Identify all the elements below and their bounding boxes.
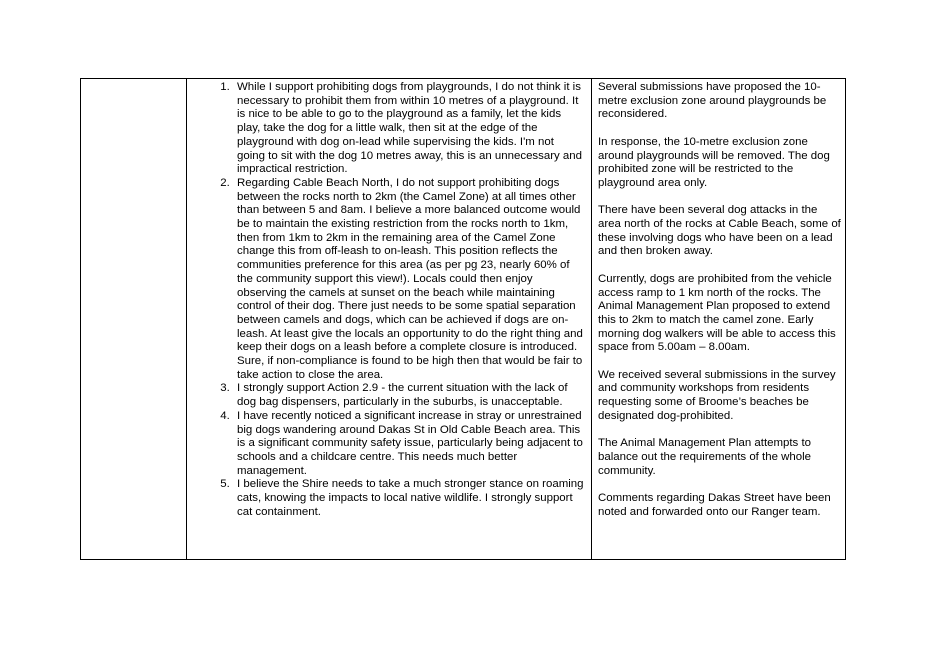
response-paragraph: We received several submissions in the survey and community workshops from residents requesting some of Broome’s beaches be designated dog-prohibited. — [598, 368, 836, 422]
response-paragraph: Several submissions have proposed the 10-metre exclusion zone around playgrounds be reconsidered. — [598, 81, 827, 121]
response-paragraph: There have been several dog attacks in the area north of the rocks at Cable Beach, some of these involving dogs who have been on a lead and then broken away. — [598, 204, 841, 258]
submission-points-list — [187, 81, 585, 520]
submission-cell — [187, 79, 592, 559]
submission-point: 4. I have recently noticed a significant increase in stray or unrestrained big dogs wandering around Dakas St in Old Cable Beach area. This is a significant community safety issue, particularly being adjacent to schools and a childcare centre. This needs much better management. — [233, 410, 585, 479]
submission-table — [80, 78, 846, 560]
submission-point: 3. I strongly support Action 2.9 - the current situation with the lack of dog bag dispensers, particularly in the suburbs, is unacceptable. — [233, 382, 585, 409]
submission-point: 1. While I support prohibiting dogs from playgrounds, I do not think it is necessary to prohibit them from within 10 metres of a playground. It is nice to be able to go to the playground as a family, let the kids play, take the dog for a little walk, then sit at the edge of the playground with dog on-lead while supervising the kids. I'm not going to sit with the dog 10 metres away, this is an unnecessary and impractical restriction. — [233, 81, 585, 177]
submission-point: 5. I believe the Shire needs to take a much stronger stance on roaming cats, knowing the impacts to local native wildlife. I strongly support cat containment. — [233, 478, 585, 519]
response-paragraph: The Animal Management Plan attempts to balance out the requirements of the whole community. — [598, 437, 812, 477]
response-paragraph: Comments regarding Dakas Street have been noted and forwarded onto our Ranger team. — [598, 492, 831, 518]
response-paragraph: In response, the 10-metre exclusion zone around playgrounds will be removed. The dog prohibited zone will be restricted to the playground area only. — [598, 135, 830, 189]
response-cell — [592, 79, 845, 559]
submission-point: 2. Regarding Cable Beach North, I do not support prohibiting dogs between the rocks north to 2km (the Camel Zone) at all times other than between 5 and 8am. I believe a more balanced outcome would be to maintain the existing restriction from the rocks north to 1km, then from 1km to 2km in the remaining area of the Camel Zone change this from off-leash to on-leash. This position reflects the communities preference for this area (as per pg 23, nearly 60% of the community support this view!). Locals could then enjoy observing the camels at sunset on the beach while maintaining control of their dog. There just needs to be some spatial separation between camels and dogs, which can be achieved if dogs are on-leash. At least give the locals an opportunity to do the right thing and keep their dogs on a leash before a complete closure is introduced. Sure, if non-compliance is found to be high then that would be fair to take action to close the area. — [233, 177, 585, 383]
submitter-cell — [81, 79, 187, 559]
response-paragraph: Currently, dogs are prohibited from the vehicle access ramp to 1 km north of the rocks. The Animal Management Plan proposed to extend this to 2km to match the camel zone. Early morning dog walkers will be able to access this space from 5.00am – 8.00am. — [598, 272, 836, 354]
